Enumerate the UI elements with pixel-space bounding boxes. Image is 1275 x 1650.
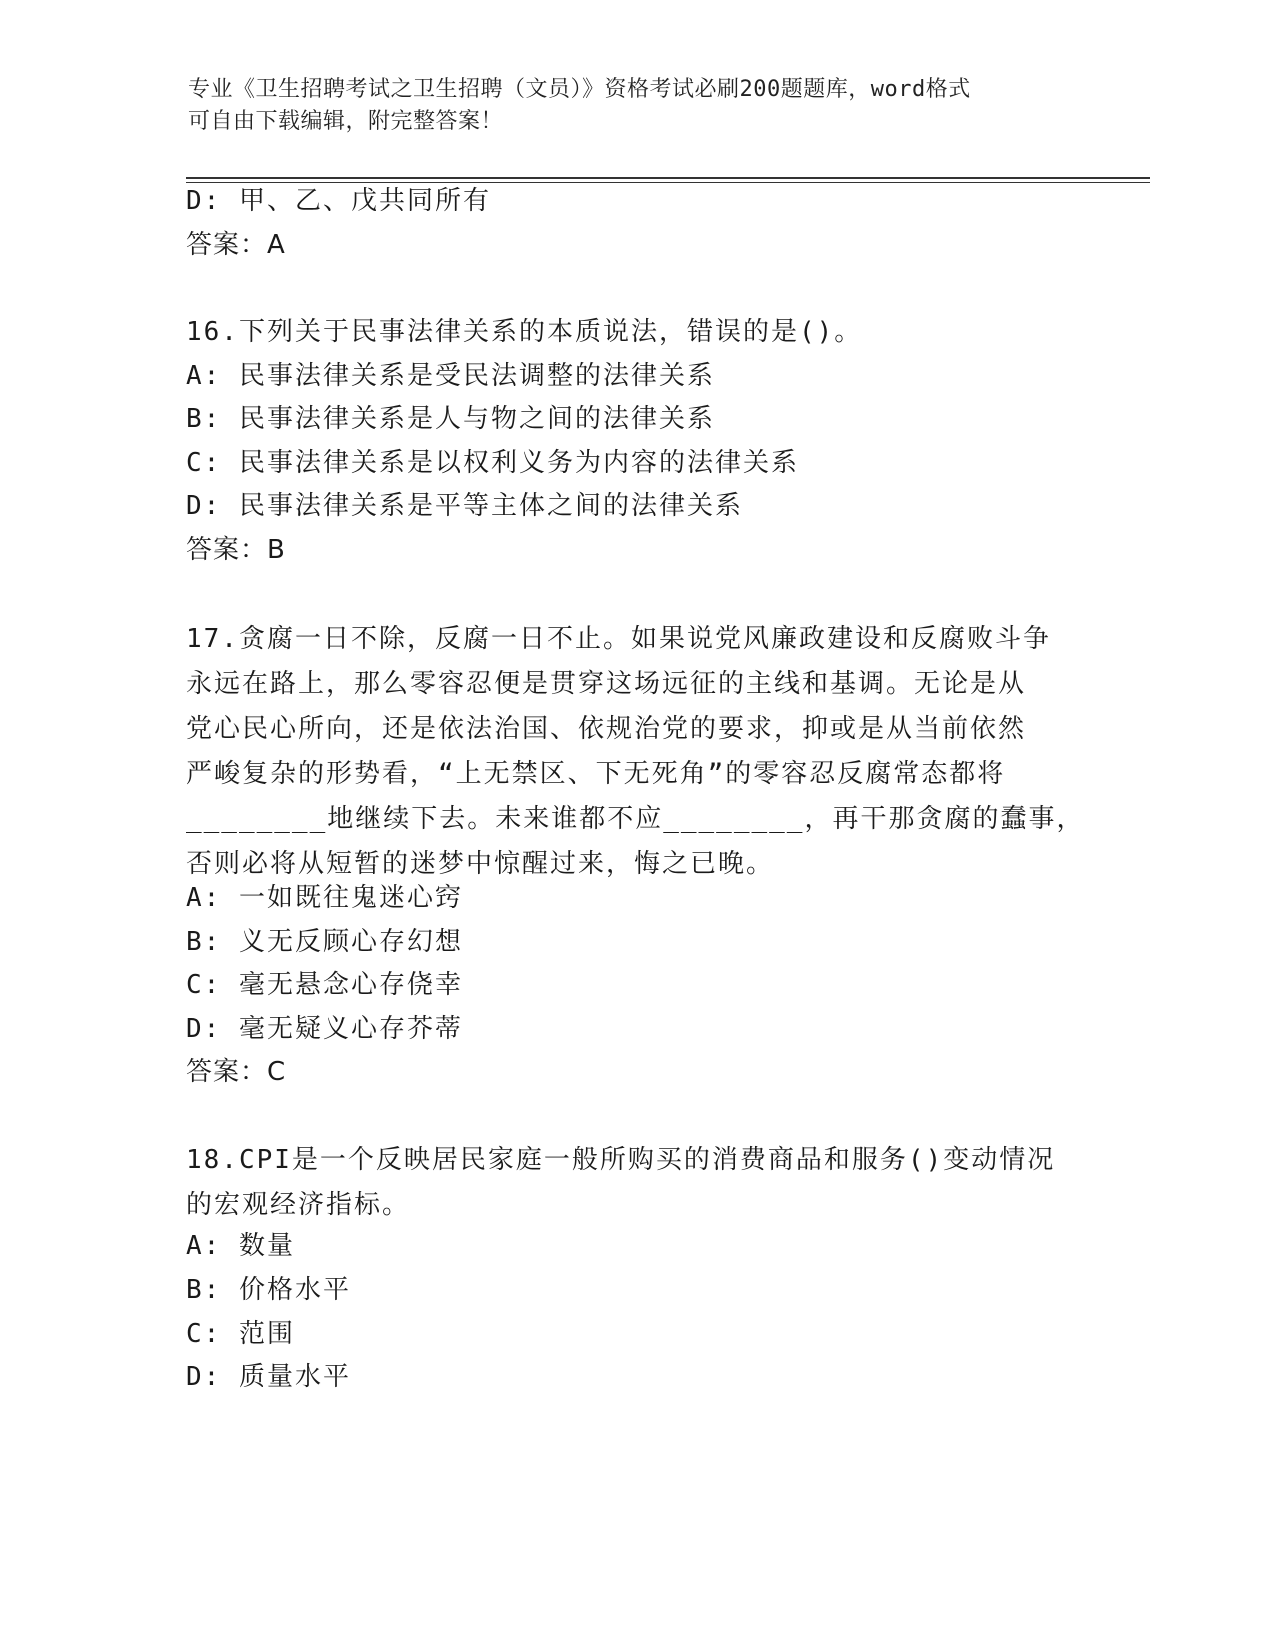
q15-answer: 答案：A <box>186 230 286 260</box>
q18-option-a: A: 数量 <box>186 1231 295 1261</box>
q16-option-d: D: 民事法律关系是平等主体之间的法律关系 <box>186 491 743 521</box>
q17-option-d: D: 毫无疑义心存芥蒂 <box>186 1014 463 1044</box>
header-title-line2: 可自由下载编辑，附完整答案！ <box>188 109 504 134</box>
q16-option-a: A: 民事法律关系是受民法调整的法律关系 <box>186 361 715 391</box>
q17-stem-line: 17.贪腐一日不除，反腐一日不止。如果说党风廉政建设和反腐败斗争 <box>186 624 1051 654</box>
page-header <box>188 74 1068 138</box>
q16-option-c: C: 民事法律关系是以权利义务为内容的法律关系 <box>186 448 799 478</box>
header-divider-thin <box>186 182 1150 183</box>
q18-option-c: C: 范围 <box>186 1319 295 1349</box>
q17-answer: 答案：C <box>186 1057 287 1087</box>
q17-stem-line: ________地继续下去。未来谁都不应________，再干那贪腐的蠢事， <box>186 804 1085 834</box>
q18-option-d: D: 质量水平 <box>186 1362 351 1392</box>
header-divider-thick <box>186 177 1150 179</box>
header-title-line1: 专业《卫生招聘考试之卫生招聘（文员）》资格考试必刷200题题库，word格式 <box>188 77 971 102</box>
q17-stem-line: 永远在路上，那么零容忍便是贯穿这场远征的主线和基调。无论是从 <box>186 669 1027 699</box>
q15-option-d: D: 甲、乙、戊共同所有 <box>186 186 491 216</box>
q16-option-b: B: 民事法律关系是人与物之间的法律关系 <box>186 404 715 434</box>
q17-option-a: A: 一如既往鬼迷心窍 <box>186 883 463 913</box>
q18-option-b: B: 价格水平 <box>186 1275 351 1305</box>
q17-stem-line: 党心民心所向，还是依法治国、依规治党的要求，抑或是从当前依然 <box>186 714 1027 744</box>
q18-stem-line: 18.CPI是一个反映居民家庭一般所购买的消费商品和服务()变动情况 <box>186 1145 1056 1175</box>
q18-stem-line: 的宏观经济指标。 <box>186 1190 411 1220</box>
q16-stem: 16.下列关于民事法律关系的本质说法，错误的是()。 <box>186 317 863 347</box>
q17-stem <box>186 617 1085 887</box>
q17-option-c: C: 毫无悬念心存侥幸 <box>186 970 463 1000</box>
q17-stem-line: 否则必将从短暂的迷梦中惊醒过来，悔之已晚。 <box>186 849 775 879</box>
q17-stem-line: 严峻复杂的形势看，“上无禁区、下无死角”的零容忍反腐常态都将 <box>186 759 1006 789</box>
q18-stem <box>186 1138 1066 1228</box>
q17-option-b: B: 义无反顾心存幻想 <box>186 927 463 957</box>
q16-answer: 答案：B <box>186 535 286 565</box>
